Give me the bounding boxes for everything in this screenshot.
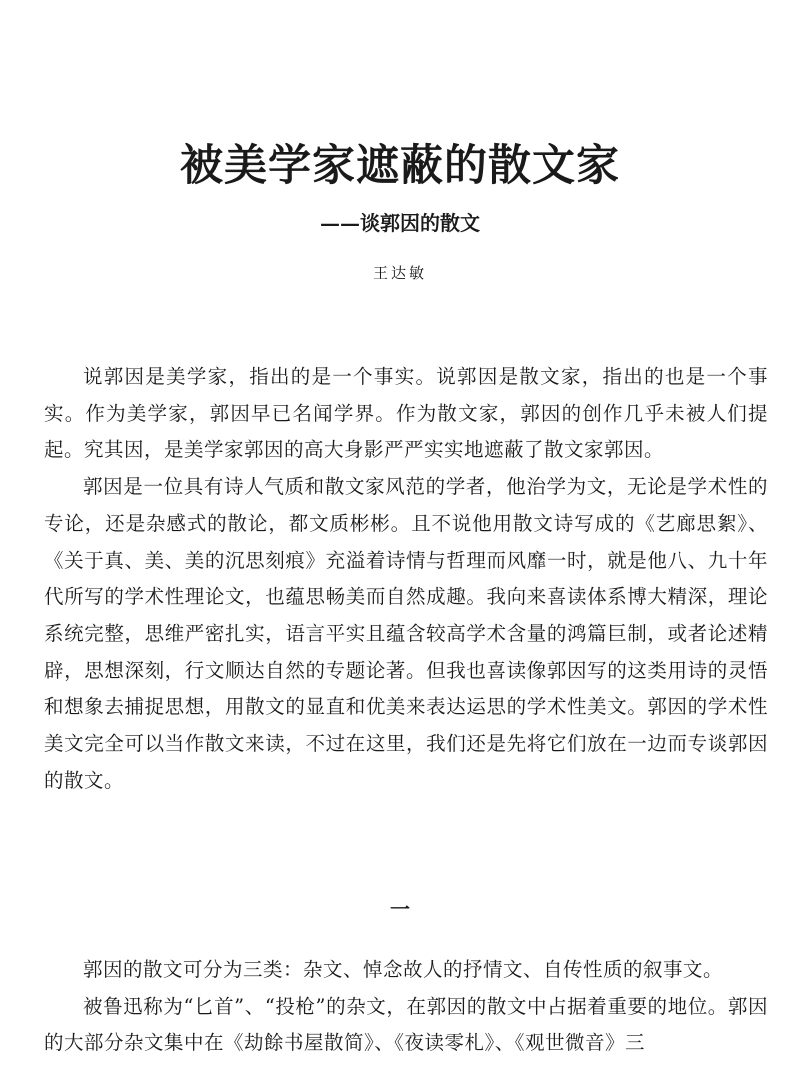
paragraph: 被鲁迅称为“匕首”、“投枪”的杂文，在郭因的散文中占据着重要的地位。郭因的大部分杂文集中在《劫餘书屋散简》、《夜读零札》、《观世微音》三 bbox=[44, 994, 768, 1055]
intro-body bbox=[44, 359, 768, 799]
paragraph: 郭因是一位具有诗人气质和散文家风范的学者，他治学为文，无论是学术性的专论，还是杂感式的散论，都文质彬彬。且不说他用散文诗写成的《艺廊思絮》、《关于真、美、美的沉思刻痕》充溢着诗情与哲理而风靡一时，就是他八、九十年代所写的学术性理论文，也蕴思畅美而自然成趣。我向来喜读体系博大精深，理论系统完整，思维严密扎实，语言平实且蕴含较高学术含量的鸿篇巨制，或者论述精辟，思想深刻，行文顺达自然的专题论著。但我也喜读像郭因写的这类用诗的灵悟和想象去捕捉思想，用散文的显直和优美来表达运思的学术性美文。郭因的学术性美文完全可以当作散文来读，不过在这里，我们还是先将它们放在一边而专谈郭因的散文。 bbox=[44, 475, 768, 792]
article-subtitle: ——谈郭因的散文 bbox=[320, 211, 480, 235]
article-author: 王达敏 bbox=[372, 264, 427, 282]
paragraph: 郭因的散文可分为三类：杂文、悼念故人的抒情文、自传性质的叙事文。 bbox=[83, 958, 724, 981]
section-body bbox=[44, 952, 768, 1062]
section-heading: 一 bbox=[390, 897, 410, 921]
article-title: 被美学家遮蔽的散文家 bbox=[180, 141, 620, 191]
paragraph: 说郭因是美学家，指出的是一个事实。说郭因是散文家，指出的也是一个事实。作为美学家，郭因早已名闻学界。作为散文家，郭因的创作几乎未被人们提起。究其因，是美学家郭因的高大身影严严实实地遮蔽了散文家郭因。 bbox=[44, 365, 768, 462]
